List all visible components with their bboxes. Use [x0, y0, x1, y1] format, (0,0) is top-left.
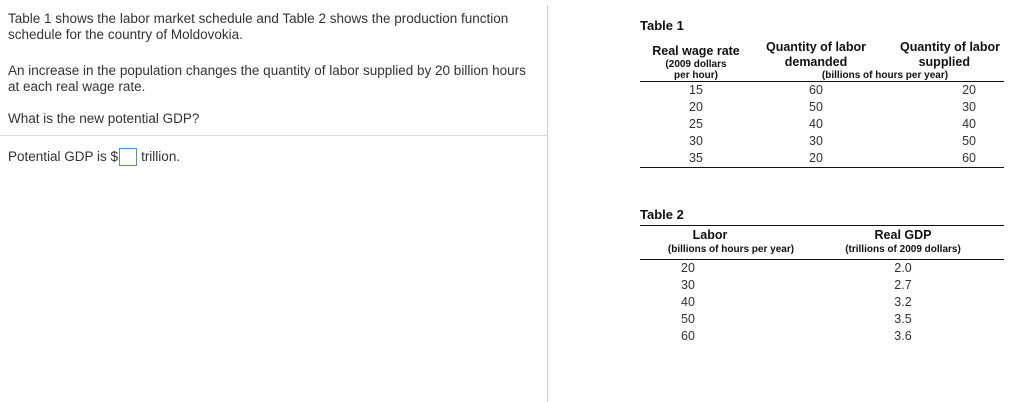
- supplied-cell: 60: [880, 150, 1004, 168]
- production-function-table: [640, 225, 1004, 345]
- supplied-cell: 30: [962, 100, 976, 114]
- labor-cell: 20: [681, 261, 695, 275]
- labor-units: (billions of hours per year): [640, 243, 830, 260]
- supplied-header: [880, 36, 1004, 70]
- demanded-cell: 40: [809, 117, 823, 131]
- table-row: [640, 133, 1004, 150]
- labor-cell: 50: [681, 312, 695, 326]
- wage-header-label: Real wage rate: [652, 44, 740, 58]
- table-row: [640, 277, 1004, 294]
- wage-header: [640, 36, 752, 70]
- table-row: [640, 260, 1004, 278]
- wage-cell: 20: [689, 100, 703, 114]
- gdp-header: Real GDP: [830, 226, 1004, 244]
- gdp-cell: 3.2: [894, 295, 912, 309]
- table-row: [640, 150, 1004, 168]
- table-row: [640, 294, 1004, 311]
- table-row: [640, 82, 1004, 100]
- demanded-header: [752, 36, 880, 70]
- table-row: [640, 99, 1004, 116]
- quantity-units: (billions of hours per year): [752, 70, 1004, 82]
- answer-suffix: trillion.: [141, 149, 181, 164]
- demanded-header-line1: Quantity of labor: [766, 40, 866, 54]
- supplied-cell: 20: [962, 83, 976, 97]
- section-divider: [0, 135, 547, 136]
- wage-units-line1: (2009 dollars: [665, 59, 727, 70]
- supplied-header-line2: supplied: [918, 55, 970, 69]
- answer-prefix: Potential GDP is $: [8, 149, 119, 164]
- wage-cell: 30: [689, 134, 703, 148]
- supplied-cell: 50: [962, 134, 976, 148]
- gdp-cell: 3.5: [894, 312, 912, 326]
- labor-cell: 30: [681, 278, 695, 292]
- supplied-cell: 40: [962, 117, 976, 131]
- wage-cell: 15: [689, 83, 703, 97]
- table-row: [640, 116, 1004, 133]
- labor-cell: 40: [681, 295, 695, 309]
- demanded-cell: 50: [809, 100, 823, 114]
- table2-title: Table 2: [640, 207, 684, 222]
- wage-cell: 35: [640, 150, 752, 168]
- demanded-cell: 60: [809, 83, 823, 97]
- question-prompt: What is the new potential GDP?: [8, 111, 200, 126]
- answer-input[interactable]: [119, 148, 137, 166]
- supplied-header-line1: Quantity of labor: [900, 40, 1000, 54]
- pane-divider: [547, 5, 548, 402]
- labor-market-table: [640, 36, 1004, 168]
- table-row: [640, 311, 1004, 328]
- wage-cell: 25: [689, 117, 703, 131]
- demanded-header-line2: demanded: [784, 55, 848, 69]
- demanded-cell: 30: [809, 134, 823, 148]
- gdp-cell: 3.6: [894, 329, 912, 343]
- labor-header: Labor: [640, 226, 830, 244]
- answer-line: [8, 148, 180, 166]
- table-row: [640, 328, 1004, 345]
- demanded-cell: 20: [752, 150, 880, 168]
- wage-units-line2: per hour): [640, 70, 752, 82]
- gdp-units: (trillions of 2009 dollars): [830, 243, 1004, 260]
- question-paragraph-population: An increase in the population changes the quantity of labor supplied by 20 billion hours at each real wage rate.: [8, 63, 526, 94]
- labor-cell: 60: [681, 329, 695, 343]
- table1-title: Table 1: [640, 18, 684, 33]
- question-paragraph-intro: Table 1 shows the labor market schedule and Table 2 shows the production function schedule for the country of Moldovokia.: [8, 11, 509, 42]
- gdp-cell: 2.0: [894, 261, 912, 275]
- gdp-cell: 2.7: [894, 278, 912, 292]
